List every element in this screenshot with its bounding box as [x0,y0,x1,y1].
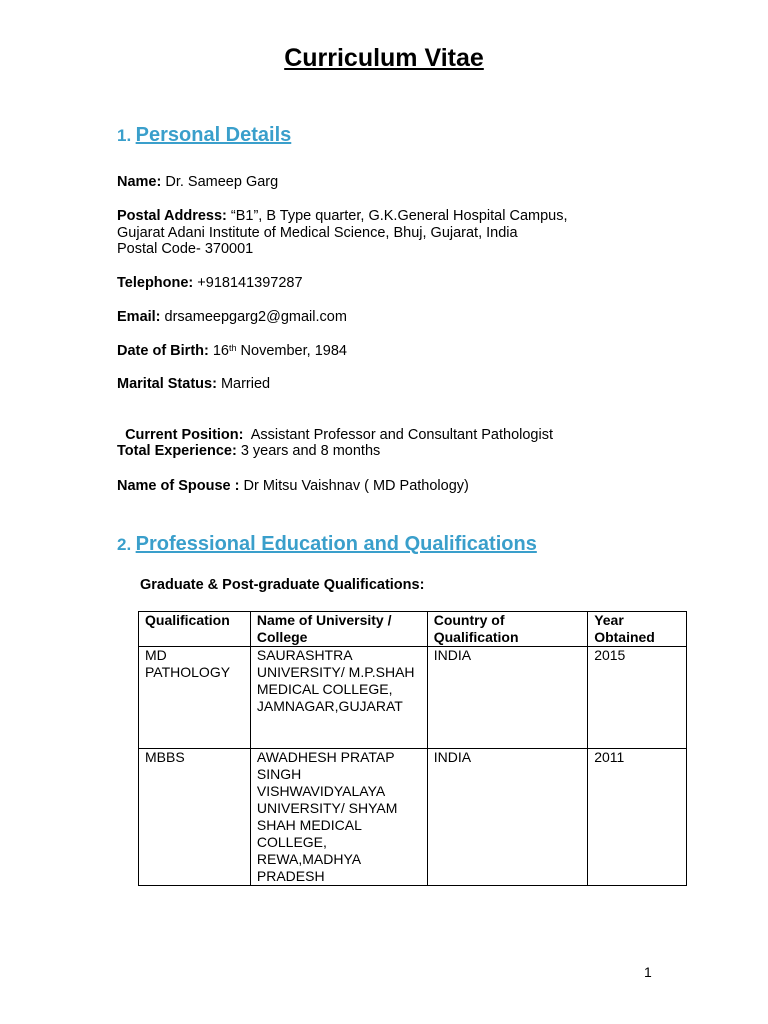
column-header: Year Obtained [588,612,687,647]
table-cell: INDIA [427,647,587,749]
qualifications-table [138,611,687,886]
field-value: Assistant Professor and Consultant Pathologist [243,426,553,443]
field-spouse [117,478,469,495]
address-line-1: “B1”, B Type quarter, G.K.General Hospital Campus, [226,208,568,224]
qualifications-subheading: Graduate & Post-graduate Qualifications: [140,577,425,593]
table-row [139,647,687,749]
field-label: Name: [117,174,162,190]
dob-day: 16 [208,343,230,359]
field-label: Marital Status: [117,376,217,392]
field-value: drsameepgarg2@gmail.com [160,309,347,325]
column-header: Country of Qualification [427,612,587,647]
field-telephone [117,275,303,292]
address-line-3: Postal Code- 370001 [117,241,254,257]
field-label: Name of Spouse : [117,478,240,494]
column-header: Qualification [139,612,251,647]
field-label: Email: [117,309,161,325]
field-email [117,309,347,326]
table-cell: MD PATHOLOGY [139,647,251,749]
field-date-of-birth [117,343,347,360]
table-cell: 2015 [588,647,687,749]
field-label: Date of Birth: [117,343,209,359]
dob-ordinal: th [229,343,237,353]
field-value: Married [216,376,271,392]
section-title: Professional Education and Qualifications [135,533,537,555]
document-title: Curriculum Vitae [284,44,484,72]
field-postal-address [117,208,568,258]
field-value: +918141397287 [193,275,303,291]
dob-rest: November, 1984 [236,343,347,359]
section-number: 2. [117,535,132,554]
address-line-2: Gujarat Adani Institute of Medical Science, Bhuj, Gujarat, India [117,224,518,241]
field-value: Dr Mitsu Vaishnav ( MD Pathology) [239,478,469,494]
field-name [117,174,278,191]
column-header: Name of University / College [250,612,427,647]
section-title: Personal Details [135,124,292,146]
field-label: Postal Address: [117,208,227,224]
table-header-row [139,612,687,647]
table-cell: AWADHESH PRATAP SINGH VISHWAVIDYALAYA UNIVERSITY/ SHYAM SHAH MEDICAL COLLEGE, REWA,MADHYA PRADESH [250,749,427,886]
section-education-heading [117,533,537,556]
field-value: Dr. Sameep Garg [161,174,279,190]
field-label: Telephone: [117,275,194,291]
table-cell: MBBS [139,749,251,886]
table-cell: INDIA [427,749,587,886]
field-label: Total Experience: [117,443,237,459]
table-row [139,749,687,886]
table-cell: 2011 [588,749,687,886]
field-total-experience [117,443,380,460]
section-personal-details-heading [117,124,291,147]
field-marital-status [117,376,270,393]
section-number: 1. [117,126,132,145]
field-value: 3 years and 8 months [236,443,381,459]
field-label: Current Position: [125,426,244,443]
field-current-position [117,410,553,443]
page-number: 1 [644,964,652,980]
table-cell: SAURASHTRA UNIVERSITY/ M.P.SHAH MEDICAL COLLEGE, JAMNAGAR,GUJARAT [250,647,427,749]
